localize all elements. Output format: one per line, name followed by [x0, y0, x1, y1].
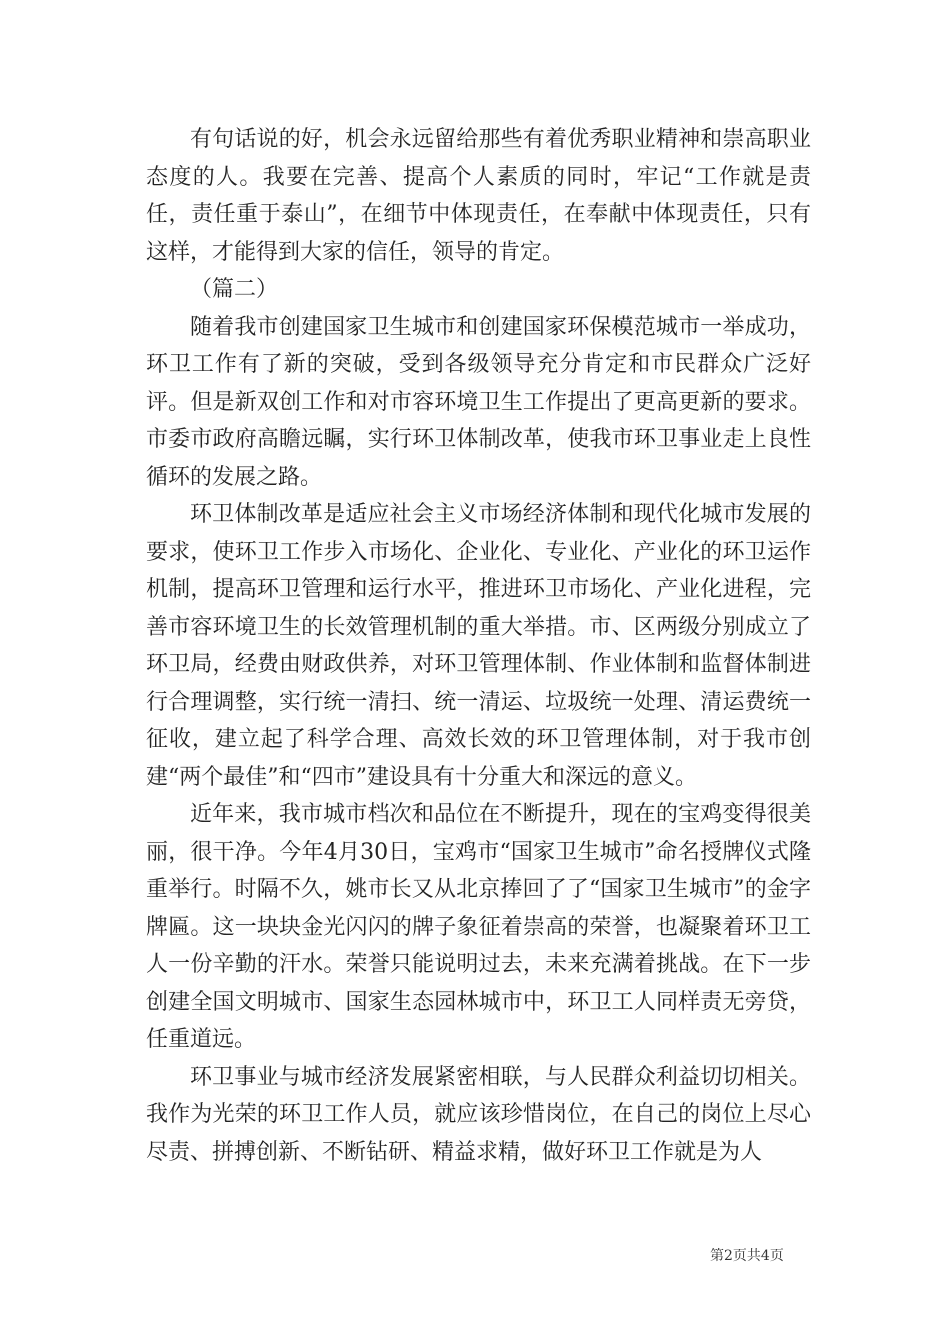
section-heading: （篇二） [190, 277, 279, 302]
paragraph-4: 近年来，我市城市档次和品位在不断提升，现在的宝鸡变得很美丽，很干净。今年4月30日，宝鸡市“国家卫生城市”命名授牌仪式隆重举行。时隔不久，姚市长又从北京捧回了了“国家卫生城市”的金字牌匾。这一块块金光闪闪的牌子象征着崇高的荣誉，也凝聚着环卫工人一份辛勤的汗水。荣誉只能说明过去，未来充满着挑战。在下一步创建全国文明城市、国家生态园林城市中，环卫工人同样责无旁贷，任重道远。 [146, 802, 811, 1052]
paragraph-5: 环卫事业与城市经济发展紧密相联，与人民群众利益切切相关。我作为光荣的环卫工作人员，就应该珍惜岗位，在自己的岗位上尽心尽责、拼搏创新、不断钻研、精益求精，做好环卫工作就是为人 [146, 1064, 811, 1165]
paragraph-2: 随着我市创建国家卫生城市和创建国家环保模范城市一举成功，环卫工作有了新的突破，受到各级领导充分肯定和市民群众广泛好评。但是新双创工作和对市容环境卫生工作提出了更高更新的要求。市委市政府高瞻远瞩，实行环卫体制改革，使我市环卫事业走上良性循环的发展之路。 [146, 314, 811, 490]
page-number: 第2页共4页 [710, 1248, 784, 1264]
paragraph-1: 有句话说的好，机会永远留给那些有着优秀职业精神和崇高职业态度的人。我要在完善、提高个人素质的同时，牢记“工作就是责任，责任重于泰山”，在细节中体现责任，在奉献中体现责任，只有这样，才能得到大家的信任，领导的肯定。 [146, 127, 811, 265]
paragraph-3: 环卫体制改革是适应社会主义市场经济体制和现代化城市发展的要求，使环卫工作步入市场化、企业化、专业化、产业化的环卫运作机制，提高环卫管理和运行水平，推进环卫市场化、产业化进程，完善市容环境卫生的长效管理机制的重大举措。市、区两级分别成立了环卫局，经费由财政供养，对环卫管理体制、作业体制和监督体制进行合理调整，实行统一清扫、统一清运、垃圾统一处理、清运费统一征收，建立起了科学合理、高效长效的环卫管理体制，对于我市创建“两个最佳”和“四市”建设具有十分重大和深远的意义。 [146, 502, 811, 790]
document-body [146, 121, 811, 1171]
